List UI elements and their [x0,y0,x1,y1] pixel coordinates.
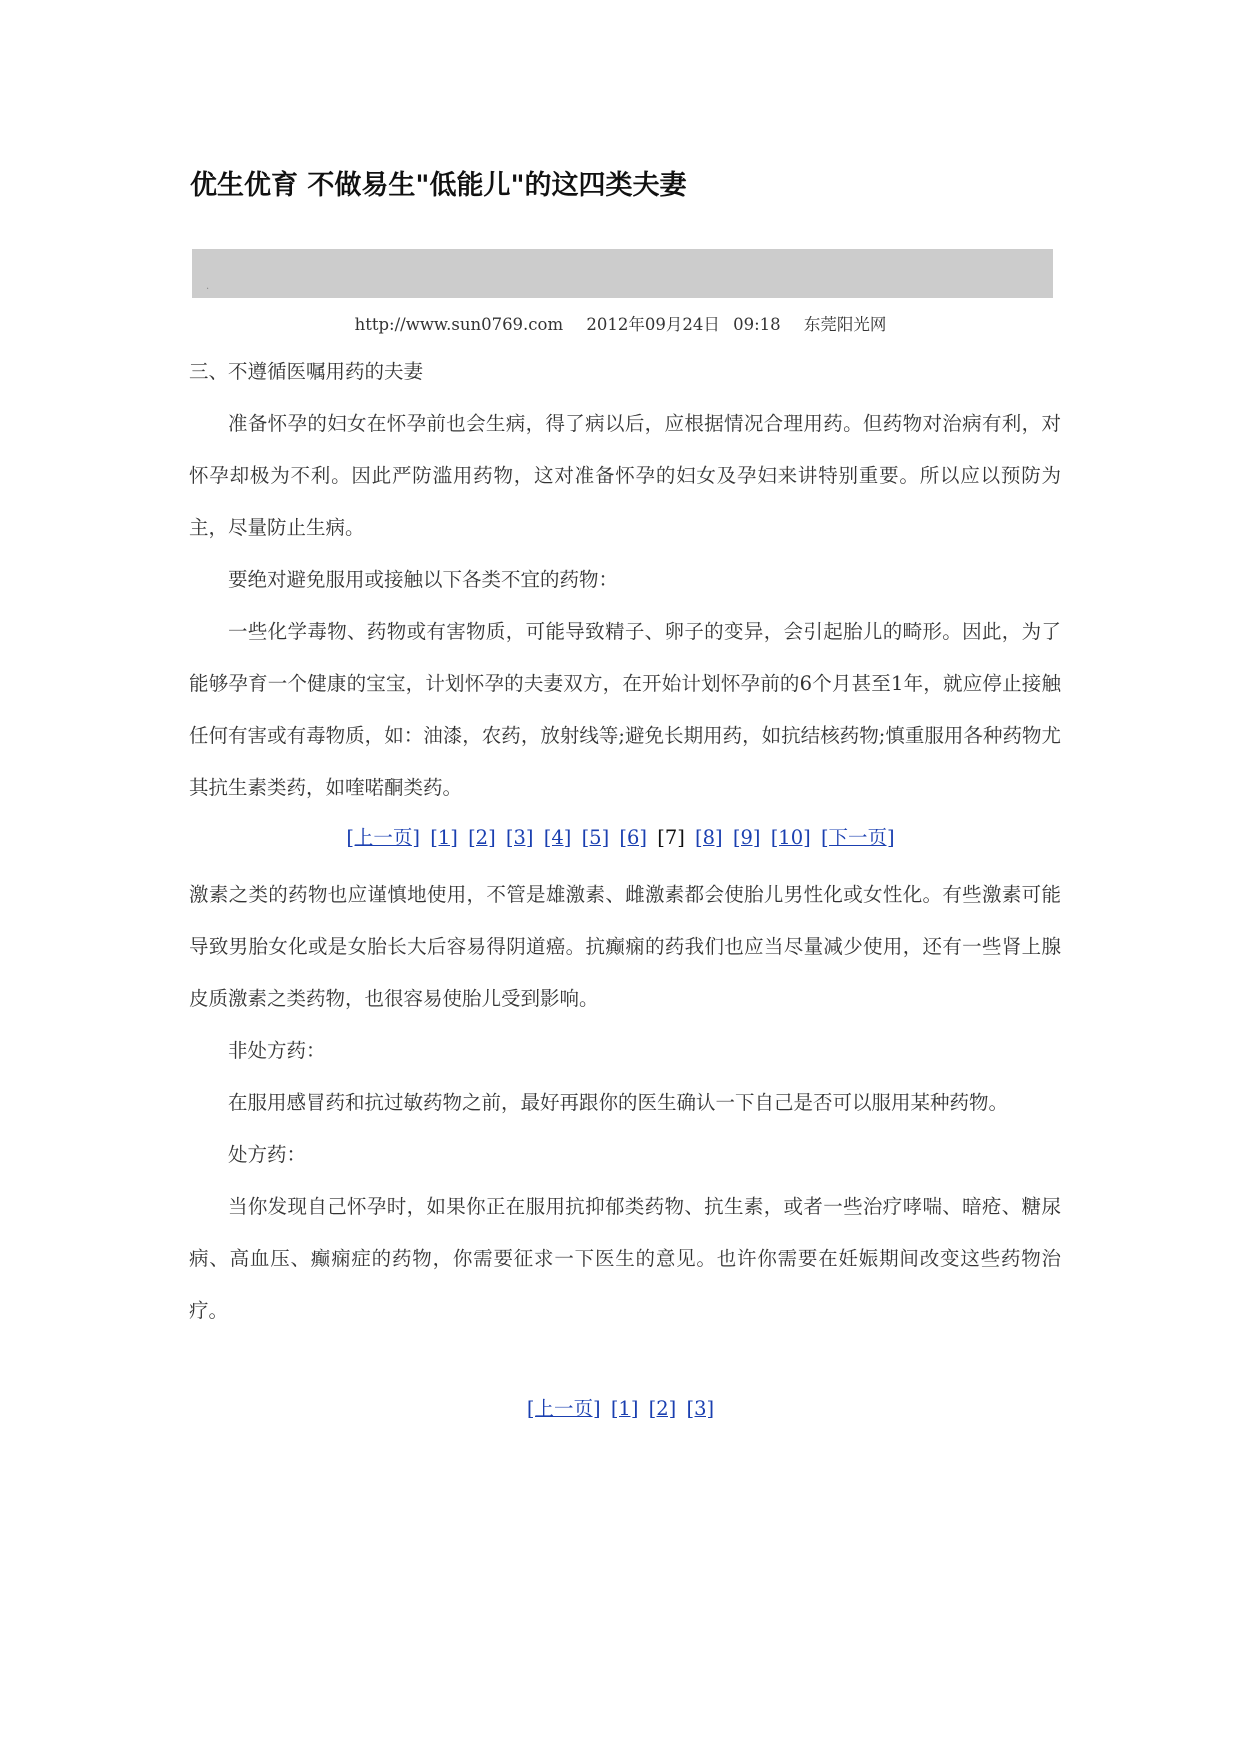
body-block-b [189,869,1061,1337]
body-block-a [189,346,1061,814]
page-link-1[interactable]: [1] [610,1397,639,1420]
band-dot: . [206,281,210,292]
prev-page-link[interactable]: [上一页] [346,826,421,849]
page-link-2[interactable]: [2] [648,1397,677,1420]
current-page: [7] [657,826,685,849]
paragraph: 处方药： [228,1143,307,1166]
page-link-10[interactable]: [10] [770,826,811,849]
page-link-9[interactable]: [9] [732,826,761,849]
pagination-top [0,822,1241,850]
prev-page-link[interactable]: [上一页] [526,1397,601,1420]
meta-time: 09:18 [733,315,781,334]
page-link-1[interactable]: [1] [430,826,458,849]
section-heading: 三、不遵循医嘱用药的夫妻 [189,360,424,383]
paragraph: 要绝对避免服用或接触以下各类不宜的药物： [228,568,619,591]
page-link-3[interactable]: [3] [505,826,534,849]
header-band [192,249,1053,298]
page-link-5[interactable]: [5] [581,826,610,849]
meta-source: 东莞阳光网 [803,315,887,334]
paragraph: 一些化学毒物、药物或有害物质，可能导致精子、卵子的变异，会引起胎儿的畸形。因此，为了能够孕育一个健康的宝宝，计划怀孕的夫妻双方，在开始计划怀孕前的6个月甚至1年，就应停止接触任何有害或有毒物质，如：油漆，农药，放射线等;避免长期用药，如抗结核药物;慎重服用各种药物尤其抗生素类药，如喹喏酮类药。 [189,620,1061,799]
paragraph: 当你发现自己怀孕时，如果你正在服用抗抑郁类药物、抗生素，或者一些治疗哮喘、暗疮、糖尿病、高血压、癫痫症的药物，你需要征求一下医生的意见。也许你需要在妊娠期间改变这些药物治疗。 [189,1195,1061,1322]
paragraph: 在服用感冒药和抗过敏药物之前，最好再跟你的医生确认一下自己是否可以服用某种药物。 [228,1091,1009,1114]
paragraph: 激素之类的药物也应谨慎地使用，不管是雄激素、雌激素都会使胎儿男性化或女性化。有些激素可能导致男胎女化或是女胎长大后容易得阴道癌。抗癫痫的药我们也应当尽量减少使用，还有一些肾上腺皮质激素之类药物，也很容易使胎儿受到影响。 [189,883,1061,1010]
article-meta [0,311,1241,335]
paragraph: 准备怀孕的妇女在怀孕前也会生病，得了病以后，应根据情况合理用药。但药物对治病有利，对怀孕却极为不利。因此严防滥用药物，这对准备怀孕的妇女及孕妇来讲特别重要。所以应以预防为主，尽量防止生病。 [189,412,1061,539]
paragraph: 非处方药： [228,1039,326,1062]
article-title: 优生优育 不做易生"低能儿"的这四类夫妻 [190,170,687,201]
page-link-8[interactable]: [8] [695,826,723,849]
meta-url: http://www.sun0769.com [354,315,564,334]
page-link-6[interactable]: [6] [619,826,648,849]
page-link-3[interactable]: [3] [686,1397,715,1420]
next-page-link[interactable]: [下一页] [820,826,895,849]
page-link-2[interactable]: [2] [468,826,496,849]
pagination-bottom [0,1393,1241,1421]
meta-date: 2012年09月24日 [586,315,720,334]
page-link-4[interactable]: [4] [543,826,572,849]
